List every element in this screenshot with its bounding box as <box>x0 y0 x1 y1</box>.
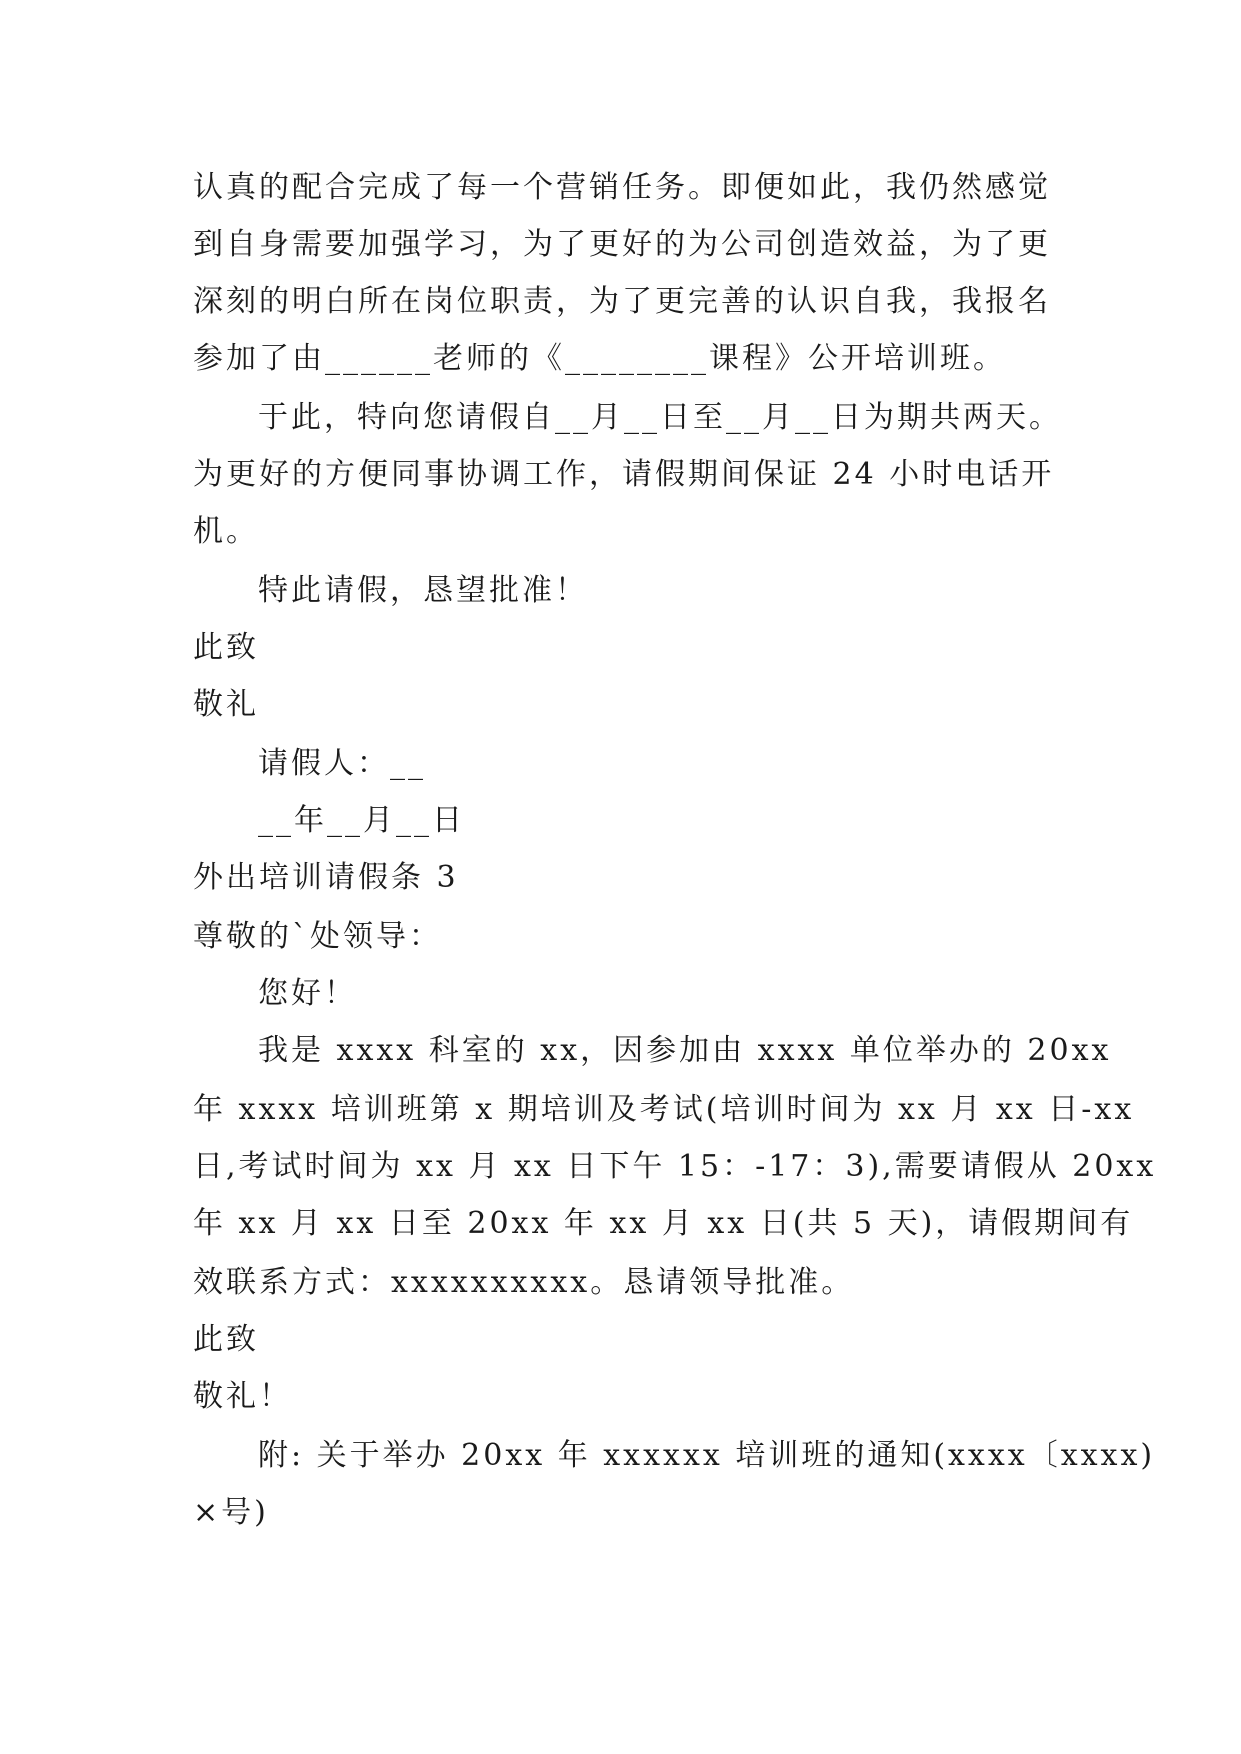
paragraph-line: 到自身需要加强学习，为了更好的为公司创造效益，为了更 <box>193 227 1051 262</box>
paragraph-line: 参加了由______老师的《________课程》公开培训班。 <box>193 341 1006 376</box>
paragraph-line: 为更好的方便同事协调工作，请假期间保证 24 小时电话开 <box>193 457 1055 492</box>
salutation-jing-li: 敬礼！ <box>193 1379 292 1414</box>
salutation-jing-li: 敬礼 <box>193 687 259 722</box>
paragraph-line: 效联系方式：xxxxxxxxxx。恳请领导批准。 <box>193 1265 855 1300</box>
attachment-line: ×号) <box>193 1495 269 1530</box>
date-line: __年__月__日 <box>258 803 465 838</box>
paragraph-line: 年 xx 月 xx 日至 20xx 年 xx 月 xx 日(共 5 天)，请假期间有 <box>193 1206 1134 1241</box>
salutation-ci-zhi: 此致 <box>193 1322 259 1357</box>
paragraph-line: 机。 <box>193 514 259 549</box>
closing-request: 特此请假，恳望批准！ <box>258 573 588 608</box>
paragraph-line: 年 xxxx 培训班第 x 期培训及考试(培训时间为 xx 月 xx 日-xx <box>193 1092 1135 1127</box>
salutation-ci-zhi: 此致 <box>193 630 259 665</box>
paragraph-line: 认真的配合完成了每一个营销任务。即便如此，我仍然感觉 <box>193 170 1051 205</box>
greeting-hello: 您好！ <box>258 976 357 1011</box>
section-title: 外出培训请假条 3 <box>193 860 459 895</box>
attachment-line: 附: 关于举办 20xx 年 xxxxxx 培训班的通知(xxxx〔xxxx) <box>258 1438 1156 1473</box>
paragraph-line: 我是 xxxx 科室的 xx，因参加由 xxxx 单位举办的 20xx <box>258 1033 1112 1068</box>
signer-line: 请假人：__ <box>258 746 426 781</box>
greeting-addressee: 尊敬的`处领导： <box>193 919 442 954</box>
paragraph-line: 深刻的明白所在岗位职责，为了更完善的认识自我，我报名 <box>193 284 1051 319</box>
paragraph-line: 日,考试时间为 xx 月 xx 日下午 15：-17：3),需要请假从 20xx <box>193 1149 1157 1184</box>
paragraph-line: 于此，特向您请假自__月__日至__月__日为期共两天。 <box>258 400 1062 435</box>
